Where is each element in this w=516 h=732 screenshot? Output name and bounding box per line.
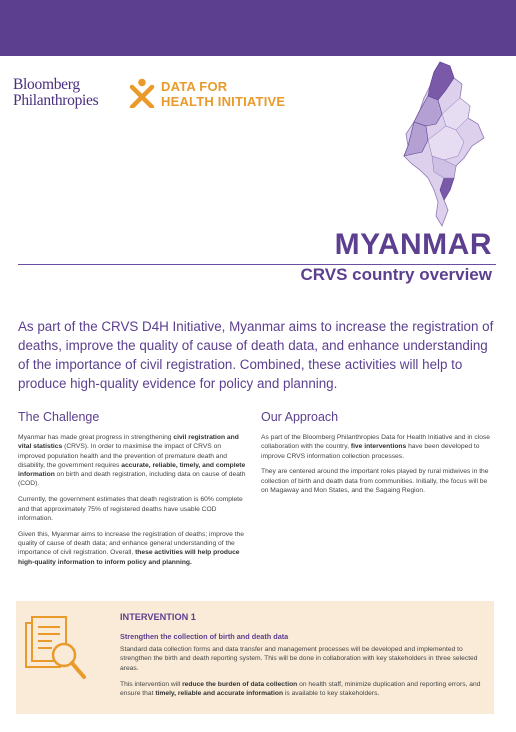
approach-paragraph-2: They are centered around the important roles played by rural midwives in the collection of birth and death data from communities. Initially, the focus will be on Magaway and Mon States, and the Sagaing Region. — [261, 468, 489, 494]
top-banner — [0, 0, 516, 56]
challenge-p3-bold: these activities will help produce high-quality information to inform policy and planning. — [18, 549, 240, 566]
data-for-health-logo-text — [161, 79, 285, 109]
challenge-p1-bold-info: accurate, reliable, timely, and complete information — [18, 461, 246, 479]
myanmar-map-icon — [398, 60, 488, 230]
intervention-paragraph-2 — [120, 680, 486, 699]
bloomberg-philanthropies-logo — [13, 77, 98, 109]
intervention-subtitle: Strengthen the collection of birth and death data — [120, 632, 289, 641]
intervention-p2-text-e: is available to key stakeholders. — [283, 690, 380, 698]
intro-paragraph: As part of the CRVS D4H Initiative, Myanmar aims to increase the registration of deaths, improve the quality of cause of death data, and enhance understanding of the importance of civil registration. Combined, these activities will help to produce high-quality evidence for policy and planning. — [18, 319, 494, 391]
challenge-p1-text-c: (CRVS). In order to maximise the impact of CRVS on improved population health and the prevention of premature death and disability, the government requires — [18, 443, 227, 469]
approach-p1-text-c: have been developed to improve CRVS information collection processes. — [261, 443, 480, 460]
data-for-health-x-icon — [129, 78, 155, 108]
challenge-paragraph-2: Currently, the government estimates that death registration is 60% complete and that approximately 75% of registered deaths have usable COD information. — [18, 496, 243, 522]
country-title: MYANMAR — [334, 228, 492, 261]
intervention-box — [16, 601, 494, 714]
d4h-line-1: DATA FOR — [161, 79, 228, 94]
brand-line-2: Philanthropies — [13, 92, 99, 109]
country-subtitle: CRVS country overview — [300, 265, 492, 284]
challenge-paragraph-1 — [18, 433, 246, 489]
approach-heading: Our Approach — [261, 410, 339, 424]
challenge-paragraph-3 — [18, 530, 246, 567]
intervention-p2-bold-burden: reduce the burden of data collection — [182, 680, 298, 688]
challenge-heading: The Challenge — [18, 410, 100, 424]
intervention-p2-text-a: This intervention will — [120, 680, 183, 688]
challenge-p1-bold-crvs: civil registration and vital statistics — [18, 434, 239, 451]
d4h-line-2: HEALTH INITIATIVE — [161, 94, 286, 109]
intervention-text — [120, 645, 486, 705]
challenge-p3-text-a: Given this, Myanmar aims to increase the registration of deaths; improve the quality of cause of death data; and enhance general understanding of the importance of civil registration. Overall, — [18, 530, 244, 557]
brand-line-1: Bloomberg — [13, 76, 80, 93]
approach-p1-bold: five interventions — [350, 443, 407, 451]
challenge-p1-text-e: on birth and death registration, including data on cause of death (COD). — [18, 471, 246, 488]
document-magnifier-icon — [22, 615, 90, 685]
challenge-column — [18, 433, 246, 573]
intervention-p2-text-c: on health staff, minimize duplication and reporting errors, and ensure that — [120, 680, 481, 698]
approach-paragraph-1 — [261, 433, 493, 461]
approach-column — [261, 433, 493, 502]
intervention-title: INTERVENTION 1 — [120, 612, 196, 622]
intervention-paragraph-1: Standard data collection forms and data transfer and management processes will be developed and implemented to strengthen the birth and death reporting system. This will be done in collaboration with key stakeholders in three selected areas. — [120, 646, 478, 672]
challenge-p1-text-a: Myanmar has made great progress in strengthening — [18, 434, 174, 441]
intervention-p2-bold-info: timely, reliable and accurate information — [155, 690, 284, 698]
approach-p1-text-a: As part of the Bloomberg Philanthropies Data for Health Initiative and in close collaboration with the country, — [261, 434, 490, 451]
